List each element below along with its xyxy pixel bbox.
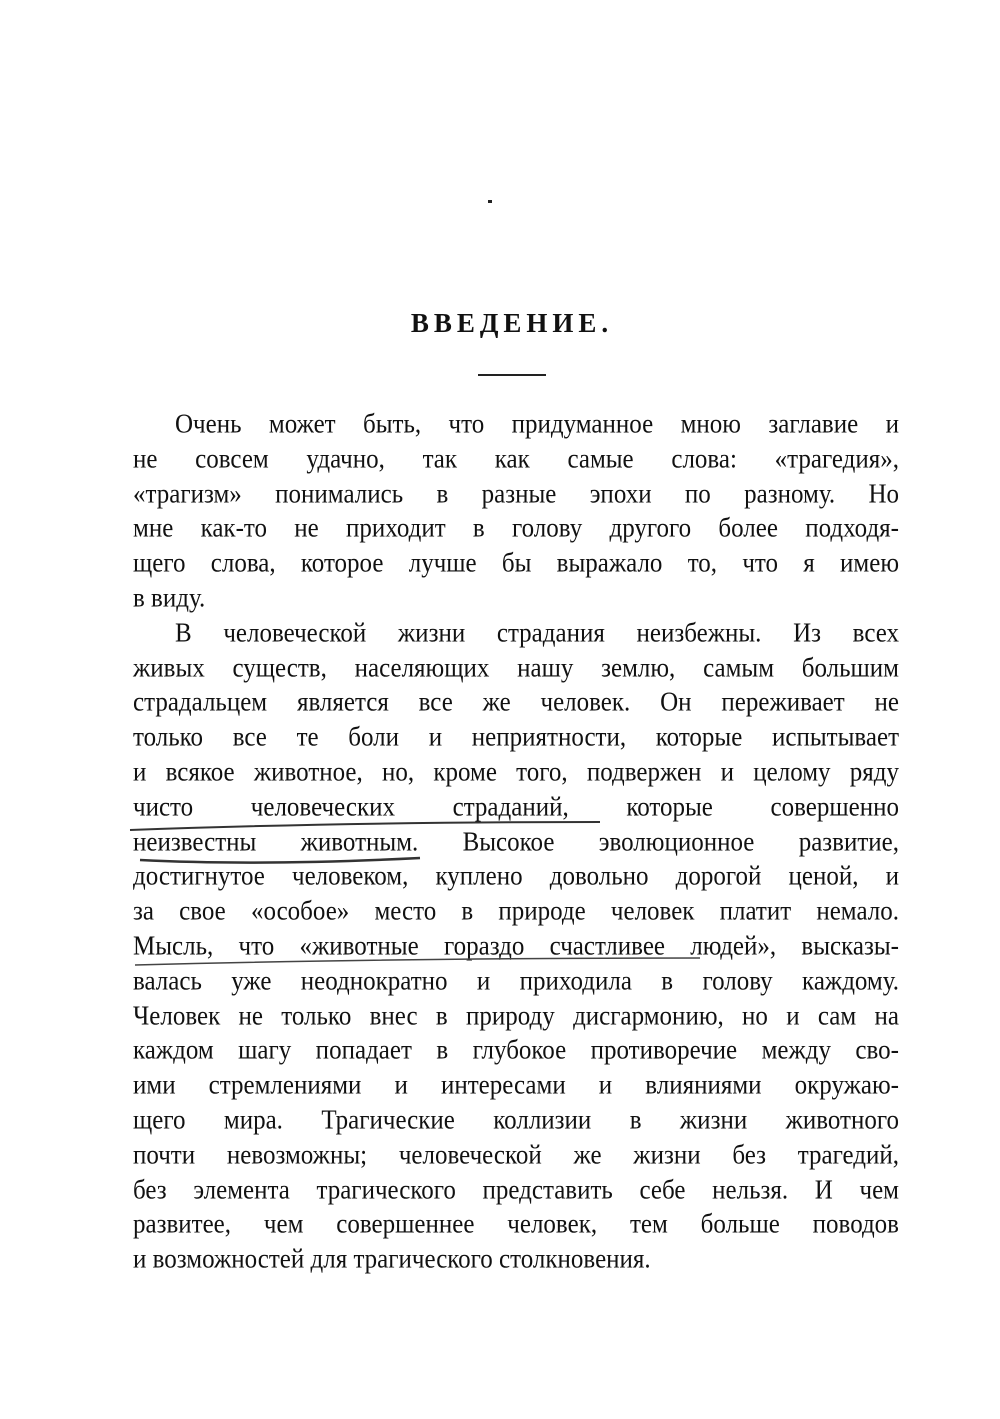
chapter-title: ВВЕДЕНИЕ.: [410, 308, 614, 338]
text-line: за свое «особое» место в природе человек платит немало.: [133, 897, 899, 927]
text-line: каждом шагу попадает в глубокое противоречие между сво-: [133, 1036, 899, 1066]
text-line: Человек не только внес в природу дисгармонию, но и сам на: [133, 1001, 899, 1031]
scan-speck: [488, 200, 492, 203]
text-line: Очень может быть, что придуманное мною заглавие и: [175, 409, 899, 440]
text-line: Мысль, что «животные гораздо счастливее людей», высказы-: [133, 931, 899, 961]
text-line: ими стремлениями и интересами и влияниями окружаю-: [133, 1070, 899, 1101]
title-rule: [478, 374, 546, 376]
text-line: живых существ, населяющих нашу землю, самым большим: [133, 653, 899, 683]
text-line: достигнутое человеком, куплено довольно дорогой ценой, и: [133, 862, 899, 892]
text-line: чисто человеческих страданий, которые совершенно: [133, 792, 899, 822]
text-line: страдальцем является все же человек. Он переживает не: [133, 688, 899, 718]
text-line: мне как-то не приходит в голову другого более подходя-: [133, 514, 899, 544]
text-line: и всякое животное, но, кроме того, подвержен и целому ряду: [133, 757, 899, 787]
text-line: валась уже неоднократно и приходила в голову каждому.: [133, 966, 899, 996]
text-line: почти невозможны; человеческой же жизни без трагедий,: [133, 1140, 899, 1170]
text-line: неизвестны животным. Высокое эволюционное развитие,: [133, 827, 899, 857]
text-line: только все те боли и неприятности, которые испытывает: [133, 723, 899, 753]
text-line: «трагизм» понимались в разные эпохи по разному. Но: [133, 479, 899, 509]
text-line: щего мира. Трагические коллизии в жизни животного: [133, 1105, 899, 1135]
text-line: щего слова, которое лучше бы выражало то, что я имею: [133, 549, 899, 579]
text-line: и возможностей для трагического столкновения.: [133, 1244, 651, 1275]
text-line: без элемента трагического представить себе нельзя. И чем: [133, 1175, 899, 1205]
body-text: [133, 408, 899, 1278]
text-line: в виду.: [133, 583, 206, 613]
text-line: не совсем удачно, так как самые слова: «трагедия»,: [133, 444, 899, 474]
text-line: развитее, чем совершеннее человек, тем больше поводов: [133, 1210, 899, 1240]
text-line: В человеческой жизни страдания неизбежны. Из всех: [175, 618, 899, 648]
